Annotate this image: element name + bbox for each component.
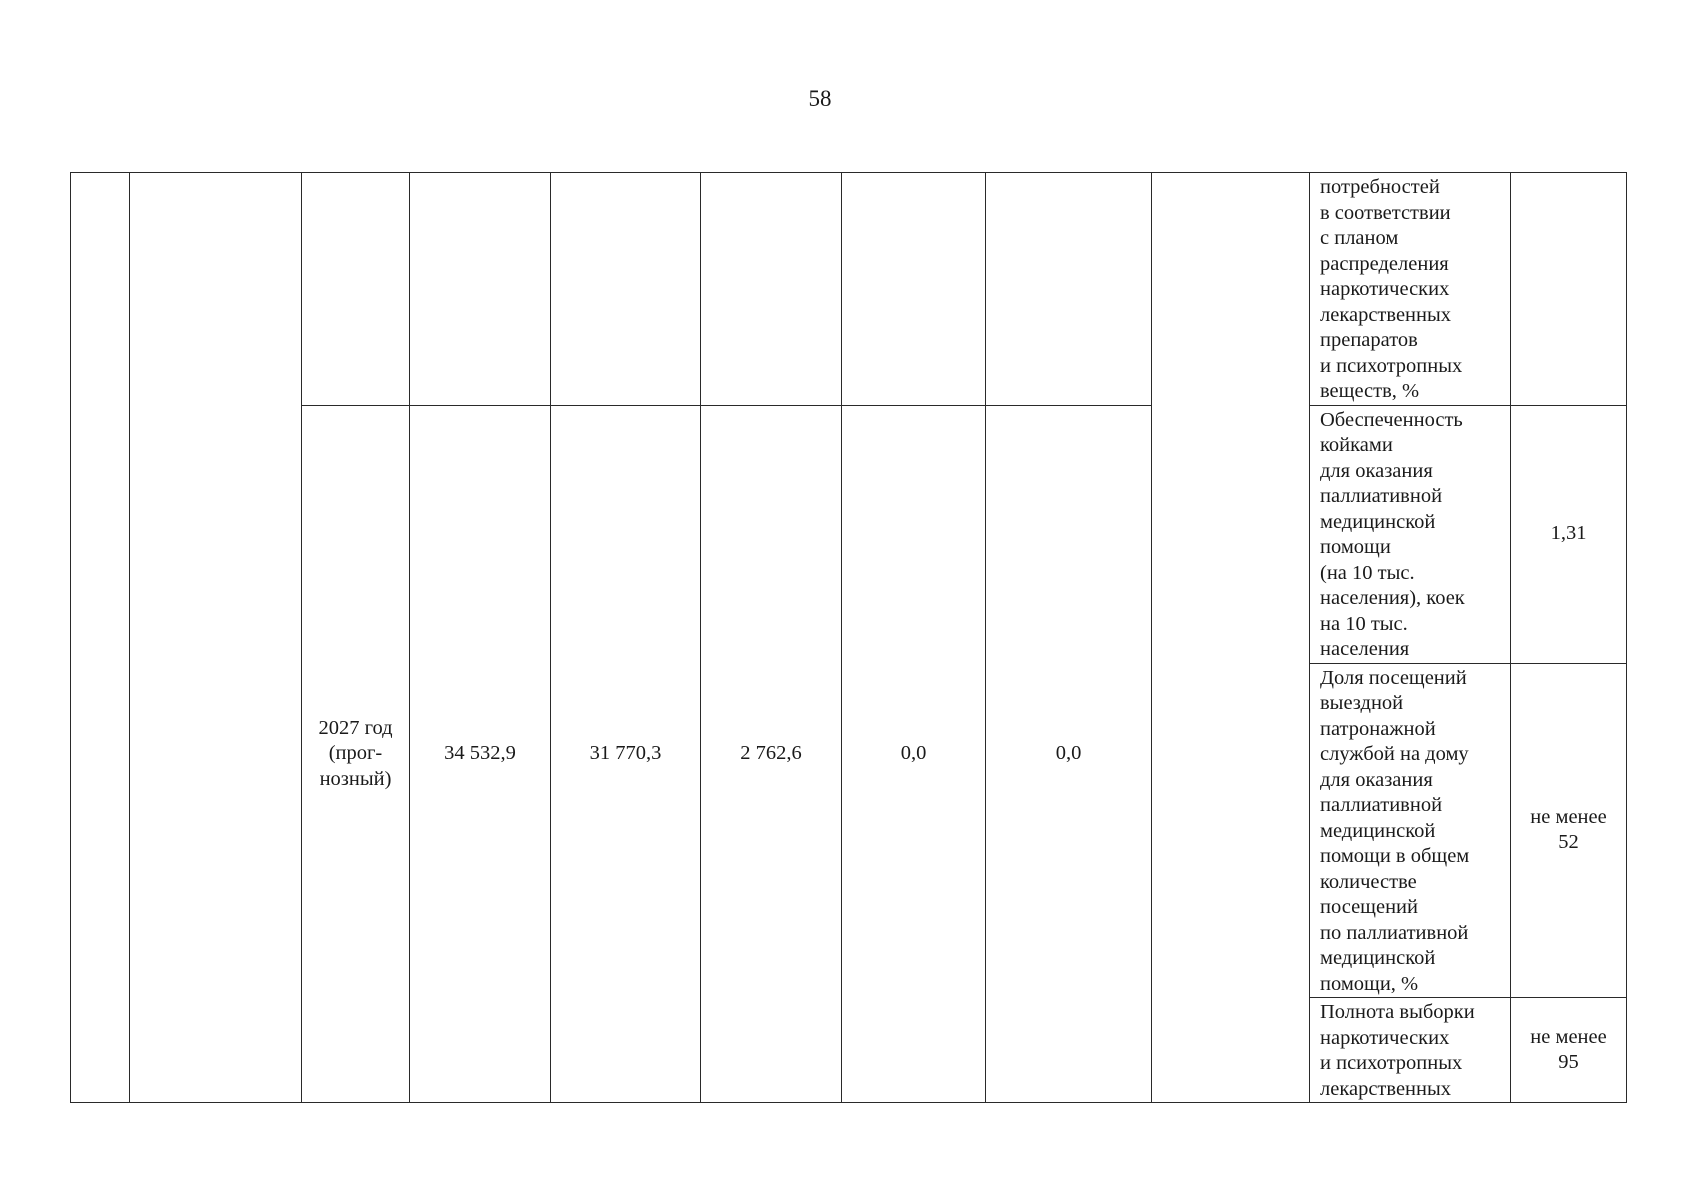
table-row — [71, 173, 1627, 406]
year-cell — [302, 173, 410, 406]
funding-cell: 2 762,6 — [701, 405, 842, 1103]
indicator-value-cell — [1511, 173, 1627, 406]
funding-cell: 0,0 — [986, 405, 1152, 1103]
page-number: 58 — [808, 86, 832, 111]
funding-cell: 0,0 — [842, 405, 986, 1103]
funding-cell — [551, 173, 701, 406]
table-row — [71, 405, 1627, 663]
indicator-cell: Доля посещений выездной патронажной службой на дому для оказания паллиативной медицинской помощи в общем количестве посещений по паллиативной медицинской помощи, % — [1310, 663, 1511, 998]
indicator-cell: потребностей в соответствии с планом распределения наркотических лекарственных препаратов и психотропных веществ, % — [1310, 173, 1511, 406]
funding-cell: 31 770,3 — [551, 405, 701, 1103]
year-cell: 2027 год (прог- нозный) — [302, 405, 410, 1103]
funding-cell — [986, 173, 1152, 406]
budget-indicators-table — [70, 172, 1627, 1103]
indicator-cell: Обеспеченность койками для оказания паллиативной медицинской помощи (на 10 тыс. населения), коек на 10 тыс. населения — [1310, 405, 1511, 663]
total-cell: 34 532,9 — [410, 405, 551, 1103]
indicator-value-cell: не менее 52 — [1511, 663, 1627, 998]
funding-cell — [842, 173, 986, 406]
total-cell — [410, 173, 551, 406]
indicator-cell: Полнота выборки наркотических и психотропных лекарственных — [1310, 998, 1511, 1103]
indicator-value-cell: не менее 95 — [1511, 998, 1627, 1103]
event-name-cell — [130, 173, 302, 1103]
indicator-value-cell: 1,31 — [1511, 405, 1627, 663]
funding-cell — [701, 173, 842, 406]
executor-cell — [1152, 173, 1310, 1103]
index-cell — [71, 173, 130, 1103]
